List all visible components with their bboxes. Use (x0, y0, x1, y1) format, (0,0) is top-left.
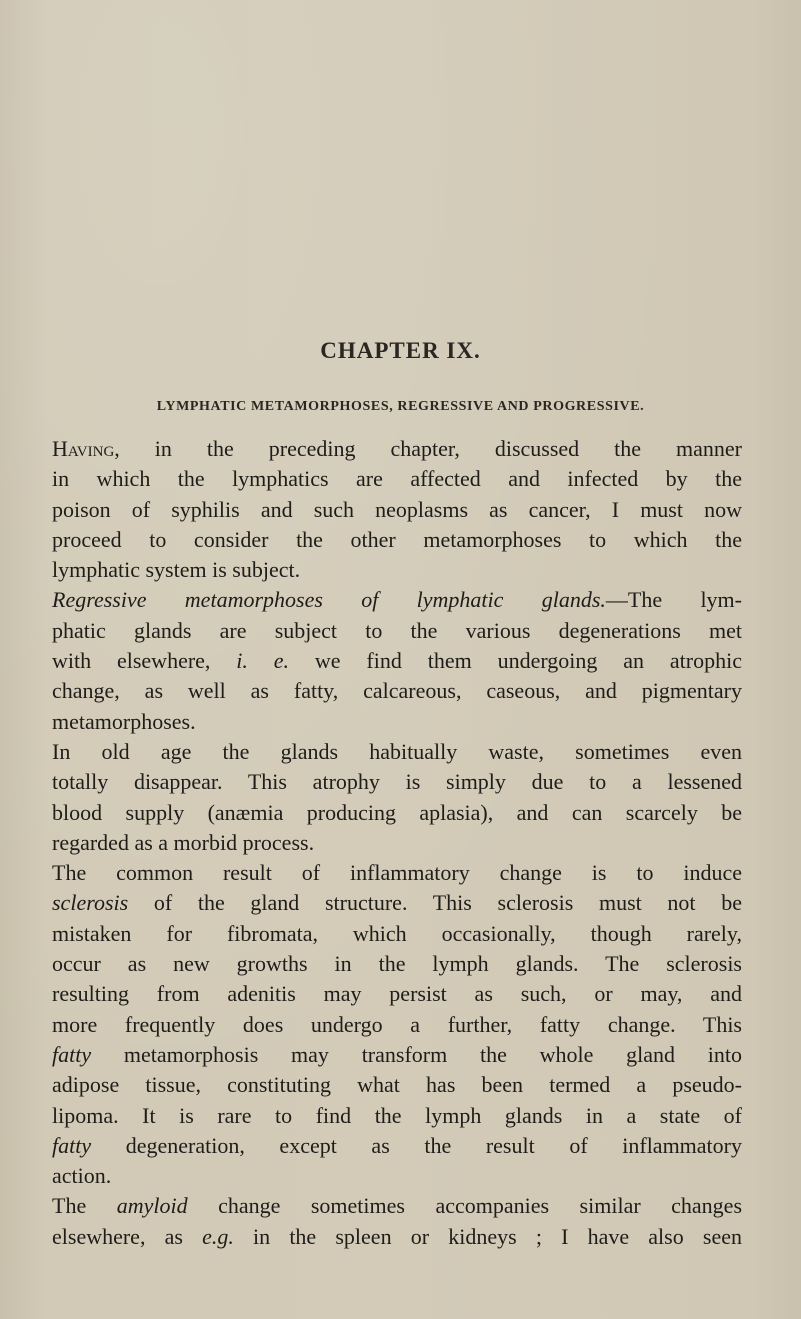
text-line (52, 949, 742, 979)
text-line (52, 979, 742, 1009)
text-line (52, 828, 742, 858)
chapter-title: CHAPTER IX. (320, 338, 481, 363)
text-line (52, 1040, 742, 1070)
text-line (52, 888, 742, 918)
text-segment: regarded as a morbid process. (52, 829, 315, 855)
text-segment: occur as new growths in the lymph glands. The sclerosis (52, 951, 742, 977)
text-segment: In old age the glands habitually waste, sometimes even (52, 738, 742, 764)
text-line (52, 919, 742, 949)
text-segment: we find them undergoing an atrophic (289, 648, 742, 674)
text-line (52, 434, 742, 464)
chapter-subtitle: LYMPHATIC METAMORPHOSES, REGRESSIVE AND PROGRESSIVE. (156, 399, 645, 414)
text-line (52, 676, 742, 706)
small-caps-text: Having (52, 436, 115, 461)
text-segment: metamorphoses. (52, 708, 196, 734)
text-line (52, 1101, 742, 1131)
text-line (52, 1161, 742, 1191)
text-segment: degeneration, except as the result of inflammatory (91, 1132, 742, 1158)
text-segment: in the spleen or kidneys ; I have also seen (233, 1223, 742, 1249)
italic-text: fatty (52, 1132, 92, 1158)
text-segment: elsewhere, as (52, 1223, 203, 1249)
text-line (52, 798, 742, 828)
text-line (52, 464, 742, 494)
text-segment: resulting from adenitis may persist as such, or may, and (52, 981, 742, 1007)
text-line (52, 737, 742, 767)
text-line (52, 1131, 742, 1161)
text-segment: —The lym- (605, 587, 742, 613)
text-segment: proceed to consider the other metamorphoses to which the (52, 526, 742, 552)
text-line (52, 1010, 742, 1040)
text-line (52, 1070, 742, 1100)
text-line (52, 1191, 742, 1221)
text-segment: The common result of inflammatory change is to induce (52, 860, 742, 886)
text-segment: adipose tissue, constituting what has been termed a pseudo- (52, 1072, 742, 1098)
italic-text: i. e. (236, 648, 290, 674)
text-segment: blood supply (anæmia producing aplasia), and can scarcely be (52, 799, 742, 825)
text-segment: with elsewhere, (52, 648, 237, 674)
text-segment: change sometimes accompanies similar changes (187, 1193, 743, 1219)
text-segment: , in the preceding chapter, discussed the manner (114, 436, 742, 461)
text-segment: poison of syphilis and such neoplasms as cancer, I must now (52, 496, 742, 522)
italic-text: amyloid (116, 1193, 188, 1219)
text-segment: The (52, 1193, 117, 1219)
text-line (52, 707, 742, 737)
italic-text: e.g. (202, 1223, 234, 1249)
text-line (52, 495, 742, 525)
text-line (52, 616, 742, 646)
italic-text: sclerosis (52, 890, 129, 916)
text-line (52, 555, 742, 585)
text-segment: metamorphosis may transform the whole gland into (91, 1041, 742, 1067)
text-line (52, 858, 742, 888)
text-line (52, 646, 742, 676)
text-line (52, 1222, 742, 1252)
body-text (52, 434, 742, 1252)
text-segment: in which the lymphatics are affected and infected by the (52, 466, 742, 492)
text-segment: more frequently does undergo a further, fatty change. This (52, 1011, 742, 1037)
text-segment: phatic glands are subject to the various degenerations met (52, 617, 742, 643)
italic-text: fatty (52, 1041, 92, 1067)
text-segment: of the gland structure. This sclerosis must not be (128, 890, 742, 916)
text-line (52, 585, 742, 615)
text-segment: mistaken for fibromata, which occasionally, though rarely, (52, 920, 742, 946)
text-segment: totally disappear. This atrophy is simply due to a lessened (52, 769, 742, 795)
text-segment: lymphatic system is subject. (52, 557, 301, 583)
text-line (52, 525, 742, 555)
text-line (52, 767, 742, 797)
italic-text: Regressive metamorphoses of lymphatic glands. (52, 587, 606, 613)
text-segment: action. (52, 1163, 112, 1189)
text-segment: lipoma. It is rare to find the lymph glands in a state of (52, 1102, 742, 1128)
text-segment: change, as well as fatty, calcareous, caseous, and pigmentary (52, 678, 742, 704)
